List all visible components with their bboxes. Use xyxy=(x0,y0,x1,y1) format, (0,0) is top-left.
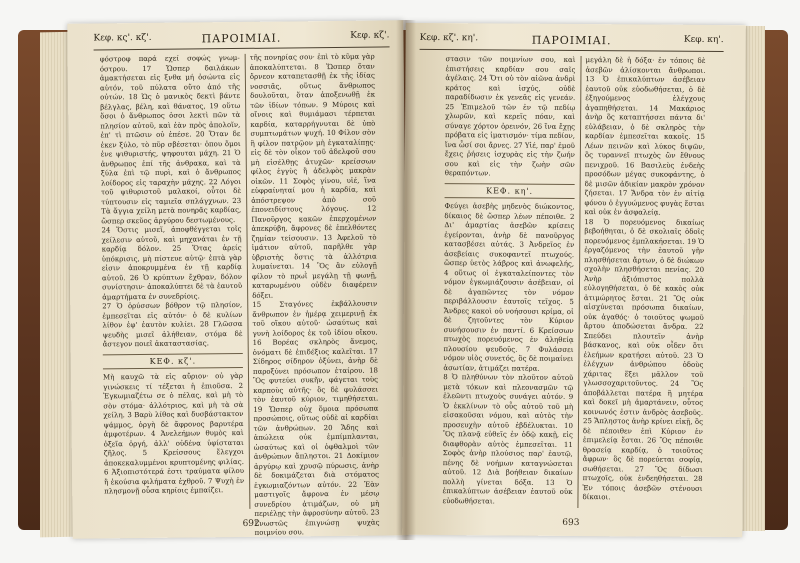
verse-block: Μὴ καυχῶ τὰ εἰς αὔριον· οὐ γὰρ γινώσκεις τί τέξεται ἡ ἐπιοῦσα. 2 Ἐγκωμιαζέτω σε ὁ πέλας, καὶ μὴ τὸ σὸν στόμα· ἀλλότριος, καὶ μὴ τὰ σὰ χείλη. 3 Βαρὺ λίθος καὶ δυσβάστακτον ψάμμος, ὀργὴ δὲ ἄφρονος βαρυτέρα ἀμφοτέρων. 4 Ἀνελεήμων θυμὸς καὶ ὀξεῖα ὀργή, ἀλλ' οὐδένα ὑφίσταται ζῆλος. 5 Κρείσσους ἔλεγχοι ἀποκεκαλυμμένοι κρυπτομένης φιλίας. 6 Ἀξιοπιστότερά ἐστι τραύματα φίλου ἢ ἑκούσια φιλήματα ἐχθροῦ. 7 Ψυχὴ ἐν πλησμονῇ οὖσα κηρίοις ἐμπαίζει. xyxy=(102,371,245,496)
book-gutter xyxy=(396,20,416,540)
verse-block: 18 Ὁ πορευόμενος δικαίως βεβοήθηται, ὁ δὲ σκολιαῖς ὁδοῖς πορευόμενος ἐμπλακήσεται. 19 Ὁ ἐργαζόμενος τὴν ἑαυτοῦ γῆν πλησθήσεται ἄρτων, ὁ δὲ διώκων σχολὴν πλησθήσεται πενίας. 20 Ἀνὴρ ἀξιόπιστος πολλὰ εὐλογηθήσεται, ὁ δὲ κακὸς οὐκ ἀτιμώρητος ἔσται. 21 Ὃς οὐκ αἰσχύνεται πρόσωπα δικαίων, οὐκ ἀγαθός· ὁ τοιοῦτος ψωμοῦ ἄρτου ἀποδώσεται ἄνδρα. 22 Σπεύδει πλουτεῖν ἀνὴρ βάσκανος, καὶ οὐκ οἶδεν ὅτι ἐλεήμων κρατήσει αὐτοῦ. 23 Ὁ ἐλέγχων ἀνθρώπου ὁδοὺς χάριτας ἕξει μᾶλλον τοῦ γλωσσοχαριτοῦντος. 24 Ὃς ἀποβάλλεται πατέρα ἢ μητέρα καὶ δοκεῖ μὴ ἁμαρτάνειν, οὗτος κοινωνός ἐστιν ἀνδρὸς ἀσεβοῦς. 25 Ἄπληστος ἀνὴρ κρίνει εἰκῇ, ὃς δὲ πέποιθεν ἐπὶ Κύριον ἐν ἐπιμελείᾳ ἔσται. 26 Ὃς πέποιθε θρασείᾳ καρδίᾳ, ὁ τοιοῦτος ἄφρων· ὃς δὲ πορεύεται σοφίᾳ, σωθήσεται. 27 Ὃς δίδωσι πτωχοῖς, οὐκ ἐνδεηθήσεται. 28 Ἐν τόποις ἀσεβῶν στένουσι δίκαιοι. xyxy=(582,217,705,502)
margin-references xyxy=(412,55,441,515)
chapter-ref-left: Κεφ. κζ'. κη'. xyxy=(419,32,479,44)
running-title: ΠΑΡΟΙΜΙΑΙ. xyxy=(201,31,282,46)
running-header xyxy=(420,33,724,52)
running-header xyxy=(93,30,389,50)
verse-block: 15 Σταγόνες ἐκβάλλουσιν ἄνθρωπον ἐν ἡμέρᾳ χειμερινῇ ἐκ τοῦ οἴκου αὐτοῦ· ὡσαύτως καὶ γυνὴ λοίδορος ἐκ τοῦ ἰδίου οἴκου. 16 Βορέας σκληρὸς ἄνεμος, ὀνόματι δὲ ἐπιδέξιος καλεῖται. 17 Σίδηρος σίδηρον ὀξύνει, ἀνὴρ δὲ παροξύνει πρόσωπον ἑταίρου. 18 Ὃς φυτεύει συκῆν, φάγεται τοὺς καρποὺς αὐτῆς· ὃς δὲ φυλάσσει τὸν ἑαυτοῦ κύριον, τιμηθήσεται. 19 Ὥσπερ οὐχ ὅμοια πρόσωπα προσώποις, οὕτως οὐδὲ αἱ καρδίαι τῶν ἀνθρώπων. 20 Ἅδης καὶ ἀπώλεια οὐκ ἐμπίμπλανται, ὡσαύτως καὶ οἱ ὀφθαλμοὶ τῶν ἀνθρώπων ἄπληστοι. 21 Δοκίμιον ἀργύρῳ καὶ χρυσῷ πύρωσις, ἀνὴρ δὲ δοκιμάζεται διὰ στόματος ἐγκωμιαζόντων αὐτόν. 22 Ἐὰν μαστιγοῖς ἄφρονα ἐν μέσῳ συνεδρίου ἀτιμάζων, οὐ μὴ περιέλῃς τὴν ἀφροσύνην αὐτοῦ. 23 Γνωστῶς ἐπιγνώσῃ ψυχὰς ποιμνίου σου. xyxy=(252,299,380,537)
verse-block: 24 Ὅστις μισεῖ, ἀποφθέγγεται τοῖς χείλεσιν αὐτοῦ, καὶ μηχανάται ἐν τῇ καρδίᾳ δόλον. 25 Ὅτας ἀρείς ὑπόκρισις, μὴ πίστευε αὐτῷ· ἑπτὰ γὰρ εἰσιν ἀποκρυμμένα ἐν τῇ καρδίᾳ αὐτοῦ. 26 Ὁ κρύπτων ἔχθραν, δόλον συνίστησιν· ἀποκαλύπτει δὲ τὰ ἑαυτοῦ ἁμαρτήματα ἐν συνεδρίοις. xyxy=(101,224,243,301)
chapter-ref-right: Κεφ. κη'. xyxy=(683,34,724,46)
verse-block: φόστροφ παρά εχεί σοφώς γνωμ-όστρου. 17 Ὥσπερ δαιλάκων ἀμακτήσεται εἰς ξνθα μή ὀσώντα εἰς αὐτόν, τοῦ πύλατα οὕτο ἀπό τῆς οὐτών. 18 Ὡς ὁ μανικὸς δεκτὶ βάντε βέλγλας, βέλη, καὶ θάνατος, 19 οὕτω ὅσοι ὁ ἄνθρωπος ὁσοι λεκτὶ πῶν τὰ πλησίον αὐτοῦ, καὶ ἐὰν πρὸς ἀπολοῖν, ἐπ' τὶ πτῶσιν οὐ ἐπέσε. 20 Ὅταν δε ἐκεν ξύλο, τὸ πῦρ σβέσεται· ὁπου ὅμοι ἐνε ψιθυριστής, ψηφουται μάχη. 21 Ὁ ἀνθρωπος ἐπί τῆς ἀνθρακα, καὶ τὰ ξύλα ἐπὶ τῷ πυρὶ, καὶ ὁ ἄνθρωπος λοίδορος εἰς ταραχὴν μάχης. 22 Λόγοι τοῦ ψιθυριστοῦ μαλακοί, οὗτοι δὲ τύπτουσιν εἰς ταμιεῖα σπλάγχνων. 23 Τὰ ἄγγια χείλη μετὰ πονηρᾶς καρδίας, ὥσπερ σκεῦος ἀργύρου δεστωμένους. xyxy=(99,53,242,225)
verse-block: τῆς πονηρίας σου· ἐπὶ τὸ κῦμα γὰρ ἀποκαλύπτεται. 8 Ὥσπερ ὅταν ὄρνεον καταπετασθῇ ἐκ τῆς ἰδίας νοσσιᾶς, οὕτως ἄνθρωπος δουλοῦται, ὅταν ἀποξενωθῇ ἐκ τῶν ἰδίων τόπων. 9 Μύροις καὶ οἴνοις καὶ θυμιάμασι τέρπεται καρδία, καταρρήγνυται δὲ ὑπὸ συμπτωμάτων ψυχή. 10 Φίλον σὸν ἢ φίλον πατρῷον μὴ ἐγκαταλίπῃς· εἰς δὲ τὸν οἶκον τοῦ ἀδελφοῦ σου μὴ εἰσέλθῃς ἀτυχῶν· κρείσσων φίλος ἐγγὺς ἢ ἀδελφὸς μακρὰν οἰκῶν. 11 Σοφὸς γίνου, υἱέ, ἵνα εὐφραίνηταί μου ἡ καρδία, καὶ ἀπόστρεψον ἀπὸ σοῦ ἐπονειδίστους λόγους. 12 Πανοῦργος κακῶν ἐπερχομένων ἀπεκρύβη, ἄφρονες δὲ ἐπελθόντες ζημίαν τείσουσιν. 13 Ἀφελοῦ τὸ ἱμάτιον αὐτοῦ, παρῆλθε γὰρ ὑβριστὴς ὅστις τὰ ἀλλότρια λυμαίνεται. 14 Ὃς ἂν εὐλογῇ φίλον τὸ πρωῒ μεγάλῃ τῇ φωνῇ, καταρωμένου οὐδὲν διαφέρειν δόξει. xyxy=(249,52,378,300)
text-column-2 xyxy=(582,56,705,509)
text-column-1 xyxy=(442,55,575,508)
text-column-1 xyxy=(100,54,245,510)
chapter-heading: ΚΕΦ. κη'. xyxy=(445,183,575,199)
page-number: 693 xyxy=(562,517,580,529)
verse-block: 27 Ὁ ὀρύσσων βόθρον τῷ πλησίον, ἐμπεσεῖται εἰς αὐτόν· ὁ δὲ κυλίων λίθον ἐφ' ἑαυτὸν κυλίει. 28 Γλῶσσα ψευδὴς μισεῖ ἀλήθειαν, στόμα δὲ ἄστεγον ποιεῖ ἀκαταστασίας. xyxy=(102,300,243,349)
verse-block: μεγάλη δὲ ἡ δόξα· ἐν τόποις δὲ ἀσεβῶν ἁλίσκονται ἄνθρωποι. 13 Ὁ ἐπικαλύπτων ἀσέβειαν ἑαυτοῦ οὐκ εὐοδωθήσεται, ὁ δὲ ἐξηγούμενος ἐλέγχους ἀγαπηθήσεται. 14 Μακάριος ἀνὴρ ὃς καταπτήσσει πάντα δι' εὐλάβειαν, ὁ δὲ σκληρὸς τὴν καρδίαν ἐμπεσεῖται κακοῖς. 15 Λέων πεινῶν καὶ λύκος διψῶν, ὃς τυραννεῖ πτωχὸς ὢν ἔθνους πενιχροῦ. 16 Βασιλεὺς ἐνδεὴς προσόδων μέγας συκοφάντης, ὁ δὲ μισῶν ἀδικίαν μακρὸν χρόνον ζήσεται. 17 Ἄνδρα τὸν ἐν αἰτίᾳ φόνου ὁ ἐγγυώμενος φυγὰς ἔσται καὶ οὐκ ἐν ἀσφαλείᾳ. xyxy=(584,56,706,217)
left-page xyxy=(67,20,408,538)
verse-block: Φεύγει ἀσεβὴς μηδενὸς διώκοντος, δίκαιος δὲ ὥσπερ λέων πέποιθε. 2 Δι' ἁμαρτίας ἀσεβῶν κρίσεις ἐγείρονται, ἀνὴρ δὲ πανοῦργος κατασβέσει αὐτάς. 3 Ἀνδρεῖος ἐν ἀσεβείαις συκοφαντεῖ πτωχούς. ὥσπερ ὑετὸς λάβρος καὶ ἀνωφελής, 4 οὕτως οἱ ἐγκαταλείποντες τὸν νόμον ἐγκωμιάζουσιν ἀσέβειαν, οἱ δὲ ἀγαπῶντες τὸν νόμον περιβάλλουσιν ἑαυτοῖς τεῖχος. 5 Ἄνδρες κακοὶ οὐ νοήσουσι κρίμα, οἱ δὲ ζητοῦντες τὸν Κύριον συνήσουσιν ἐν παντί. 6 Κρείσσων πτωχὸς πορευόμενος ἐν ἀληθείᾳ πλουσίου ψευδοῦς. 7 Φυλάσσει νόμον υἱὸς συνετός, ὃς δὲ ποιμαίνει ἀσωτίαν, ἀτιμάζει πατέρα. xyxy=(443,202,575,373)
margin-references xyxy=(706,57,735,517)
right-page xyxy=(402,23,746,537)
chapter-heading: ΚΕΦ. κζ'. xyxy=(103,352,243,369)
running-title: ΠΑΡΟΙΜΙΑΙ. xyxy=(531,33,612,48)
chapter-ref-right: Κεφ. κζ'. xyxy=(350,30,390,41)
chapter-ref-left: Κεφ. κς'. κζ'. xyxy=(93,32,152,44)
verse-block: 8 Ὁ πληθύνων τὸν πλοῦτον αὐτοῦ μετὰ τόκων καὶ πλεονασμῶν τῷ ἐλεῶντι πτωχοὺς συνάγει αὐτόν. 9 Ὁ ἐκκλίνων τὸ οὖς αὐτοῦ τοῦ μὴ εἰσακοῦσαι νόμου, καὶ αὐτὸς τὴν προσευχὴν αὐτοῦ ἐβδέλυκται. 10 Ὃς πλανᾷ εὐθεῖς ἐν ὁδῷ κακῇ, εἰς διαφθορὰν αὐτὸς ἐμπεσεῖται. 11 Σοφὸς ἀνὴρ πλούσιος παρ' ἑαυτῷ, πένης δὲ νοήμων καταγνώσεται αὐτοῦ. 12 Διὰ βοήθειαν δικαίων πολλὴ γίνεται δόξα. 13 Ὁ ἐπικαλύπτων ἀσέβειαν ἑαυτοῦ οὐκ εὐοδωθήσεται. xyxy=(442,373,574,505)
page-number: 692 xyxy=(242,518,260,529)
column-rule xyxy=(577,56,581,508)
margin-references xyxy=(72,55,103,518)
verse-block: στασιν τῶν ποιμνίων σου, καὶ ἐπιστήσεις καρδίαν σου σαῖς ἀγέλαις. 24 Ὅτι οὐ τὸν αἰῶνα ἀνδρὶ κράτος καὶ ἰσχύς, οὐδὲ παραδίδωσιν ἐκ γενεᾶς εἰς γενεάν. 25 Ἐπιμελοῦ τῶν ἐν τῷ πεδίῳ χλωρῶν, καὶ κερεῖς πόαν, καὶ σύναγε χόρτον ὀρεινόν, 26 ἵνα ἔχῃς πρόβατα εἰς ἱματισμόν· τίμα πεδίον, ἵνα ὦσί σοι ἄρνες. 27 Υἱέ, παρ' ἐμοῦ ἔχεις ῥήσεις ἰσχυρὰς εἰς τὴν ζωήν σου καὶ εἰς τὴν ζωὴν σῶν θεραπόντων. xyxy=(444,55,576,178)
